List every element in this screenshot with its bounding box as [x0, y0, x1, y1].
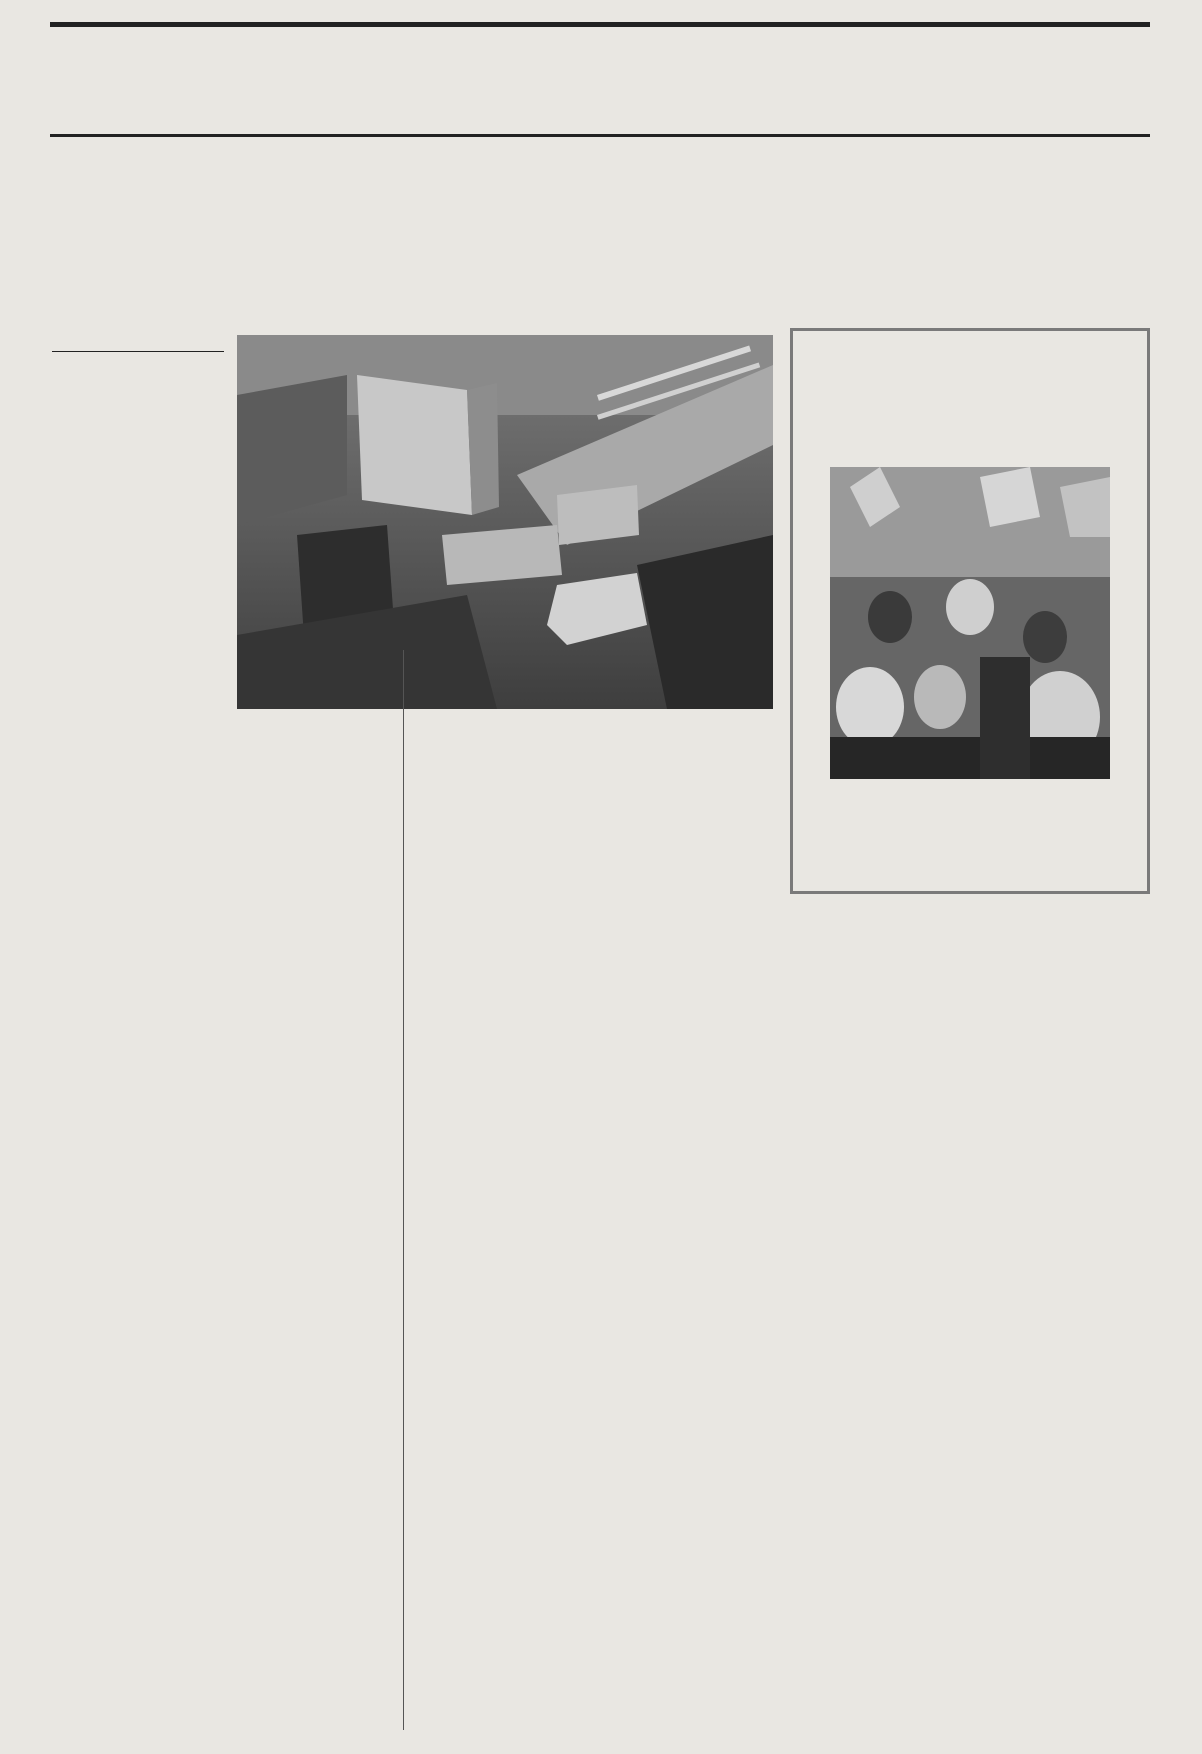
sidebar-column-2: [975, 789, 1133, 884]
lead-column-1: [52, 356, 224, 768]
lead-photo: [237, 335, 773, 709]
sidebar-box: [790, 328, 1150, 894]
lead-column-2: [237, 764, 407, 1176]
sidebar-photo: [830, 467, 1110, 779]
crowd-image: [830, 467, 1110, 779]
invisible-anchor-27: [403, 650, 404, 1730]
maroni-column-2: [214, 1222, 362, 1727]
lead-column-3: [421, 764, 591, 1176]
top-rule: [50, 22, 1150, 27]
maroni-column-1: [52, 1222, 200, 1727]
byline-rule: [52, 351, 224, 352]
sidebar-column-1: [807, 789, 965, 884]
aerial-city-image: [237, 335, 773, 709]
masthead-rule: [50, 134, 1150, 137]
lead-column-4: [605, 764, 775, 1176]
